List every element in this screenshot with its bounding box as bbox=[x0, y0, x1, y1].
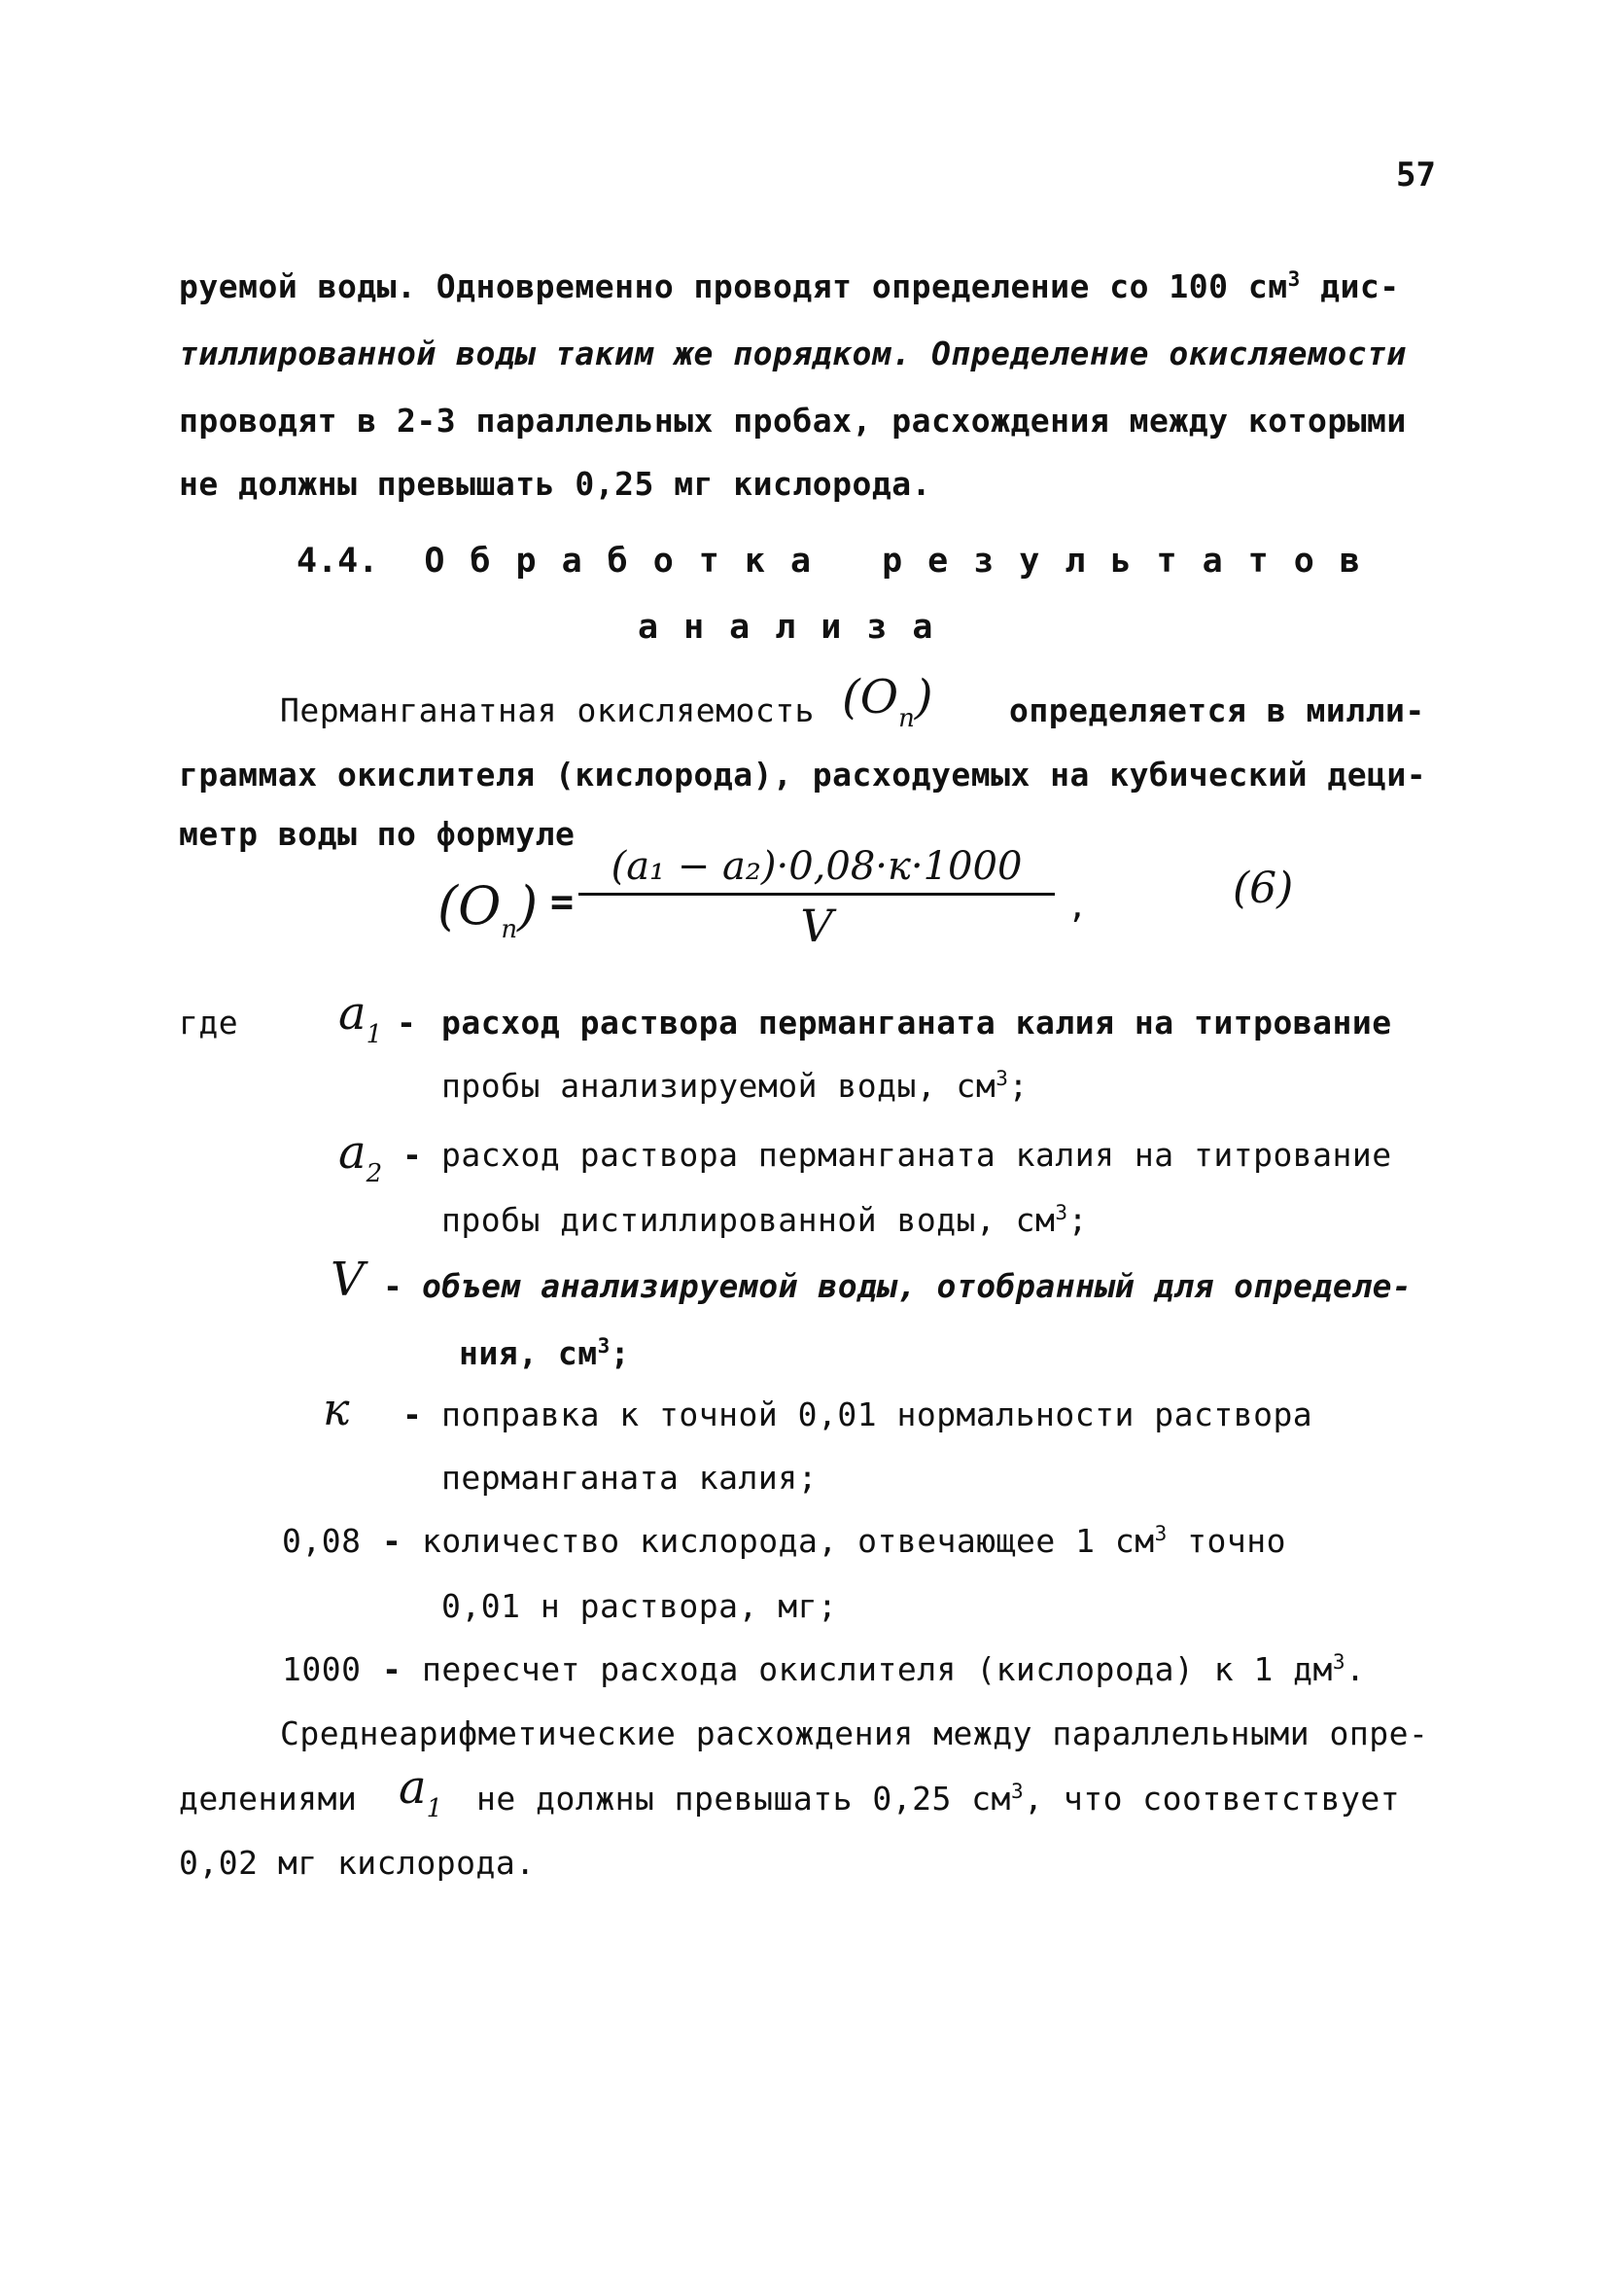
section-heading-line2: анализа bbox=[638, 608, 959, 647]
closing-line: делениями bbox=[179, 1780, 358, 1818]
legend-symbol-v: V bbox=[331, 1253, 365, 1307]
legend-line: пробы дистиллированной воды, $см^3$; bbox=[441, 1201, 1088, 1239]
intro-line: метр воды по формуле bbox=[179, 815, 576, 853]
legend-symbol-a2: $а_2$ bbox=[338, 1125, 383, 1188]
legend-where: где bbox=[179, 1004, 239, 1042]
fraction-bar bbox=[578, 893, 1055, 896]
legend-symbol-coefficient: 0,08 bbox=[282, 1522, 362, 1560]
legend-line: расход раствора перманганата калия на титрование bbox=[441, 1136, 1392, 1174]
legend-line: пересчет расхода окислителя (кислорода) к 1 $дм^3$. bbox=[422, 1650, 1366, 1688]
legend-dash: - bbox=[402, 1395, 423, 1433]
legend-dash: - bbox=[397, 1004, 417, 1042]
legend-line: ния, $см^3$; bbox=[459, 1334, 631, 1372]
formula-lhs: $(О_п)$ bbox=[437, 875, 539, 944]
paragraph-line: тиллированной воды таким же порядком. Определение окисляемости bbox=[179, 335, 1407, 372]
legend-line: 0,01 н раствора, мг; bbox=[441, 1587, 838, 1625]
formula-fraction bbox=[578, 844, 1055, 952]
closing-line: Среднеарифметические расхождения между параллельными опре- bbox=[280, 1714, 1429, 1752]
legend-line: расход раствора перманганата калия на титрование bbox=[441, 1004, 1392, 1042]
legend-line: количество кислорода, отвечающее 1 $см^3$ точно bbox=[422, 1522, 1286, 1560]
legend-dash: - bbox=[383, 1267, 403, 1305]
paragraph-line: проводят в 2-3 параллельных пробах, расхождения между которыми bbox=[179, 402, 1407, 440]
legend-dash: - bbox=[402, 1136, 423, 1174]
closing-line: 0,02 мг кислорода. bbox=[179, 1844, 536, 1882]
formula-denominator: V bbox=[800, 900, 833, 952]
formula-comma: , bbox=[1067, 887, 1088, 926]
paragraph-line: не должны превышать 0,25 мг кислорода. bbox=[179, 465, 931, 503]
legend-symbol-a1: $а_1$ bbox=[338, 986, 383, 1049]
closing-line: не должны превышать 0,25 $см^3$, что соответствует bbox=[476, 1780, 1401, 1818]
intro-line: Перманганатная окисляемость bbox=[280, 691, 815, 729]
legend-line: пробы анализируемой воды, $см^3$; bbox=[441, 1067, 1029, 1105]
legend-line: объем анализируемой воды, отобранный для определе- bbox=[422, 1267, 1413, 1305]
paragraph-line: руемой воды. Одновременно проводят определение со 100 $см^3$ дис- bbox=[179, 267, 1400, 305]
closing-symbol-a1: $а_1$ bbox=[399, 1760, 443, 1823]
page-number: 57 bbox=[1396, 156, 1436, 194]
legend-dash: - bbox=[382, 1650, 402, 1688]
formula-equals: = bbox=[550, 880, 575, 925]
legend-dash: - bbox=[382, 1522, 402, 1560]
legend-line: поправка к точной 0,01 нормальности раствора bbox=[441, 1395, 1313, 1433]
section-heading: 4.4. Обработка результатов bbox=[297, 542, 1385, 581]
formula-number: (6) bbox=[1233, 864, 1294, 913]
legend-symbol-k: к bbox=[323, 1383, 350, 1435]
legend-symbol-conversion: 1000 bbox=[282, 1650, 362, 1688]
legend-line: перманганата калия; bbox=[441, 1459, 818, 1497]
intro-line: граммах окислителя (кислорода), расходуемых на кубический деци- bbox=[179, 756, 1427, 794]
intro-line: определяется в милли- bbox=[1009, 691, 1425, 729]
oxidizability-symbol: $(О_п)$ bbox=[842, 670, 933, 733]
formula-numerator: (а₁ − а₂)·0,08·к·1000 bbox=[611, 844, 1023, 889]
